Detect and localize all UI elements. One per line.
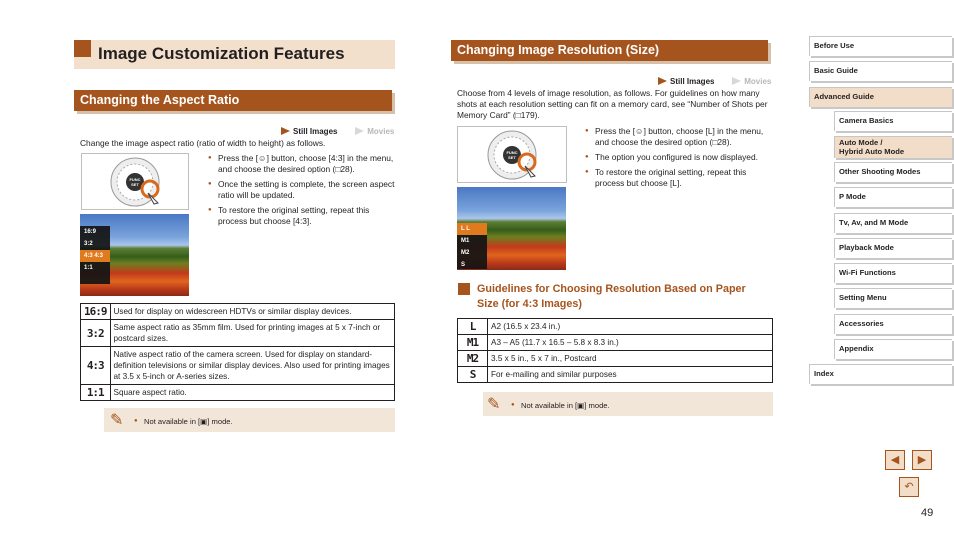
table-row — [458, 351, 773, 367]
nav-setting-menu[interactable]: Setting Menu — [834, 288, 952, 308]
table-cell: Same aspect ratio as 35mm film. Used for printing images at 5 x 7-inch or postcard sizes. — [110, 320, 395, 347]
bullet-item: ● Press the [☺] button, choose [L] in the menu, and choose the desired option (□28). — [585, 126, 770, 148]
nav-wifi-functions[interactable]: Wi-Fi Functions — [834, 263, 952, 283]
note-text: ● Not available in [▣] mode. — [134, 416, 425, 427]
bullet-item: ● The option you configured is now displayed. — [585, 152, 770, 163]
note-box — [104, 408, 395, 432]
table-cell: For e-mailing and similar purposes — [488, 367, 773, 383]
menu-item: 16:9 — [84, 229, 97, 235]
resolution-table — [457, 318, 773, 383]
nav-accessories[interactable]: Accessories — [834, 314, 952, 334]
table-cell: Native aspect ratio of the camera screen. Used for display on standard-definition televisions or similar display devices. Also used for printing images at 3.5 x 5-inch or A-series sizes. — [110, 347, 395, 385]
aspect-icon: 3:2 — [81, 320, 111, 347]
section-title-resolution: Changing Image Resolution (Size) — [451, 40, 768, 61]
table-row — [458, 335, 773, 351]
table-row — [458, 367, 773, 383]
table-row — [81, 320, 395, 347]
title-marker — [74, 40, 91, 57]
nav-p-mode[interactable]: P Mode — [834, 187, 952, 207]
bullet-item: ● To restore the original setting, repeat this process but choose [L]. — [585, 167, 770, 189]
section-title-aspect-ratio: Changing the Aspect Ratio — [74, 90, 392, 111]
aspect-icon: 4:3 — [81, 347, 111, 385]
table-cell: A3 – A5 (11.7 x 16.5 – 5.8 x 8.3 in.) — [488, 335, 773, 351]
menu-item: 1:1 — [84, 265, 93, 271]
still-images-label: Still Images Movies — [658, 71, 771, 89]
dial-label: FUNC SET — [129, 177, 141, 187]
camera-dial-image — [457, 126, 567, 183]
menu-item-selected: L L — [457, 223, 487, 235]
camera-screen-image — [457, 187, 566, 270]
dial-label: FUNC SET — [506, 150, 518, 160]
subheading-marker — [458, 283, 470, 295]
note-box — [483, 392, 773, 416]
bullet-item: ● To restore the original setting, repeat this process but choose [4:3]. — [208, 205, 396, 227]
aspect-ratio-table — [80, 303, 395, 401]
nav-camera-basics[interactable]: Camera Basics — [834, 111, 952, 131]
nav-other-shooting-modes[interactable]: Other Shooting Modes — [834, 162, 952, 182]
pencil-icon: ✎ — [487, 396, 501, 413]
aspect-menu — [80, 226, 110, 284]
camera-dial-image — [81, 153, 189, 210]
intro-text: Change the image aspect ratio (ratio of width to height) as follows. — [80, 138, 326, 148]
resolution-icon: M2 — [458, 351, 488, 367]
resolution-icon: M1 — [458, 335, 488, 351]
table-cell: 3.5 x 5 in., 5 x 7 in., Postcard — [488, 351, 773, 367]
nav-advanced-guide[interactable]: Advanced Guide — [809, 87, 952, 107]
left-bullets — [208, 153, 396, 227]
next-page-button[interactable]: ▶ — [912, 450, 932, 470]
nav-basic-guide[interactable]: Basic Guide — [809, 61, 952, 81]
back-button[interactable]: ↶ — [899, 477, 919, 497]
table-cell: Used for display on widescreen HDTVs or similar display devices. — [110, 304, 395, 320]
pencil-icon: ✎ — [110, 412, 124, 429]
bullet-item: ● Once the setting is complete, the screen aspect ratio will be updated. — [208, 179, 396, 201]
menu-item: S — [461, 262, 466, 268]
resolution-icon: L — [458, 319, 488, 335]
resolution-menu — [457, 223, 487, 269]
page-number: 49 — [921, 507, 934, 519]
menu-item-selected: 4:3 4:3 — [80, 250, 110, 262]
still-images-label: Still Images Movies — [281, 121, 394, 139]
table-row — [81, 304, 395, 320]
camera-screen-image — [80, 214, 189, 296]
nav-before-use[interactable]: Before Use — [809, 36, 952, 56]
table-row — [458, 319, 773, 335]
aspect-icon: 1:1 — [81, 385, 111, 401]
table-row — [81, 385, 395, 401]
page-title: Image Customization Features — [98, 44, 345, 63]
menu-item: M1 — [461, 238, 470, 244]
aspect-icon: 16:9 — [81, 304, 111, 320]
bullet-item: ● Press the [☺] button, choose [4:3] in the menu, and choose the desired option (□28). — [208, 153, 396, 175]
nav-index[interactable]: Index — [809, 364, 952, 384]
prev-page-button[interactable]: ◀ — [885, 450, 905, 470]
table-cell: A2 (16.5 x 23.4 in.) — [488, 319, 773, 335]
menu-item: M2 — [461, 250, 470, 256]
table-cell: Square aspect ratio. — [110, 385, 395, 401]
nav-auto-mode[interactable]: Auto Mode / Hybrid Auto Mode — [834, 136, 952, 158]
table-row — [81, 347, 395, 385]
resolution-icon: S — [458, 367, 488, 383]
intro-text: Choose from 4 levels of image resolution, as follows. For guidelines on how many shots at each resolution setting can fit on a memory card, see “Number of Shots per Memory Card” (□179). — [457, 88, 768, 120]
nav-appendix[interactable]: Appendix — [834, 339, 952, 359]
right-bullets — [585, 126, 770, 189]
menu-item: 3:2 — [84, 241, 93, 247]
note-text: ● Not available in [▣] mode. — [511, 400, 801, 411]
nav-playback-mode[interactable]: Playback Mode — [834, 238, 952, 258]
nav-tv-av-m-mode[interactable]: Tv, Av, and M Mode — [834, 213, 952, 233]
guidelines-heading: Guidelines for Choosing Resolution Based on Paper Size (for 4:3 Images) — [477, 283, 746, 310]
